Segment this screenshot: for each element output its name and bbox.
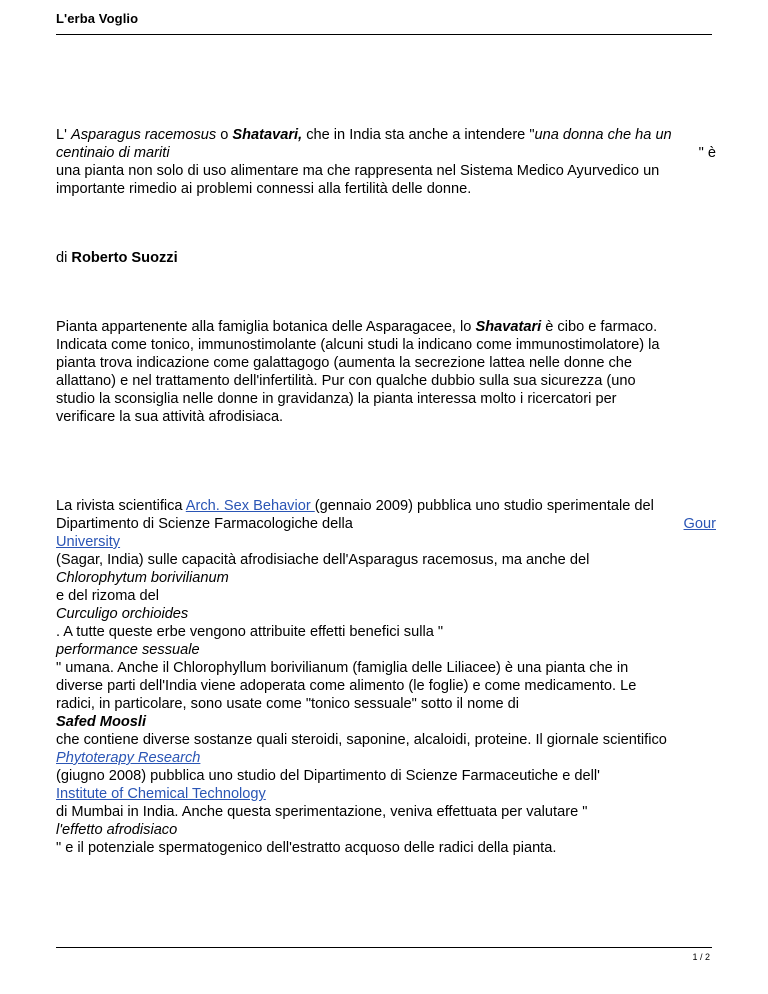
p1-line-1 [56, 318, 716, 336]
emphasis-text: l'effetto afrodisiaco [56, 822, 178, 838]
intro-line-2 [56, 144, 716, 162]
gour-university-link-cont[interactable]: University [56, 534, 121, 550]
species-name: Curculigo orchioides [56, 606, 189, 622]
intro-paragraph [56, 126, 716, 198]
byline-prefix: di [56, 250, 72, 266]
species-name: Chlorophytum borivilianum [56, 570, 229, 586]
emphasis-text: performance sessuale [56, 642, 200, 658]
p2-line-16: (giugno 2008) pubblica uno studio del Dipartimento di Scienze Farmaceutiche e dell' [56, 768, 600, 784]
p1-line-3: pianta trova indicazione come galattagogo (aumenta la secrezione lattea nelle donne che [56, 355, 633, 371]
intro-text: " è [698, 145, 716, 161]
p2-line-10: " umana. Anche il Chlorophyllum borivilianum (famiglia delle Liliacee) è una pianta che in [56, 660, 629, 676]
intro-quote: una donna che ha un [534, 127, 672, 143]
header-rule [56, 34, 712, 35]
intro-text: o [216, 127, 233, 143]
p2-line-2 [56, 515, 716, 533]
p2-text: (gennaio 2009) pubblica uno studio sperimentale del [314, 498, 654, 514]
intro-text: L' [56, 127, 71, 143]
p2-line-18: di Mumbai in India. Anche questa sperimentazione, veniva effettuata per valutare " [56, 804, 588, 820]
p2-text: La rivista scientifica [56, 498, 186, 514]
p2-line-15 [56, 749, 716, 767]
header-title: L'erba Voglio [56, 11, 139, 26]
p2-line-11: diverse parti dell'India viene adoperata come alimento (le foglie) e come medicamento. Le [56, 678, 637, 694]
p1-line-2: Indicata come tonico, immunostimolante (alcuni studi la indicano come immunostimolatore) la [56, 337, 660, 353]
intro-line-3: una pianta non solo di uso alimentare ma che rappresenta nel Sistema Medico Ayurvedico un [56, 163, 660, 179]
p1-line-4: allattano) e nel trattamento dell'infertilità. Pur con qualche dubbio sulla sua sicurezza (uno [56, 373, 636, 389]
intro-text: che in India sta anche a intendere " [302, 127, 535, 143]
paragraph-2 [56, 497, 716, 857]
p2-line-1 [56, 497, 716, 515]
p2-line-8: . A tutte queste erbe vengono attribuite effetti benefici sulla " [56, 624, 444, 640]
p1-text: Pianta appartenente alla famiglia botanica delle Asparagacee, lo [56, 319, 476, 335]
page-number: 1 / 2 [692, 952, 710, 962]
byline [56, 249, 716, 267]
p2-text: Dipartimento di Scienze Farmacologiche della [56, 516, 353, 532]
p2-line-6: e del rizoma del [56, 588, 160, 604]
intro-quote: centinaio di mariti [56, 145, 170, 161]
p1-line-6: verificare la sua attività afrodisiaca. [56, 409, 284, 425]
plant-name: Shatavari, [232, 127, 303, 143]
p2-line-4: (Sagar, India) sulle capacità afrodisiache dell'Asparagus racemosus, ma anche del [56, 552, 590, 568]
p2-line-17 [56, 785, 716, 803]
p2-line-14: che contiene diverse sostanze quali steroidi, saponine, alcaloidi, proteine. Il giornale scientifico [56, 732, 667, 748]
p1-text: è cibo e farmaco. [541, 319, 658, 335]
p1-line-5: studio la sconsiglia nelle donne in gravidanza) la pianta interessa molto i ricercatori per [56, 391, 617, 407]
species-name: Asparagus racemosus [70, 127, 217, 143]
phytoterapy-research-link[interactable]: Phytoterapy Research [56, 750, 201, 766]
plant-name: Safed Moosli [56, 714, 147, 730]
footer-rule [56, 947, 712, 948]
arch-sex-behavior-link[interactable]: Arch. Sex Behavior [185, 498, 315, 514]
p2-line-3 [56, 533, 716, 551]
intro-line-1 [56, 126, 716, 144]
p2-line-12: radici, in particolare, sono usate come "tonico sessuale" sotto il nome di [56, 696, 520, 712]
institute-chemical-technology-link[interactable]: Institute of Chemical Technology [56, 786, 266, 802]
intro-line-4: importante rimedio ai problemi connessi alla fertilità delle donne. [56, 181, 472, 197]
plant-name: Shavatari [475, 319, 542, 335]
paragraph-1 [56, 318, 716, 426]
author-name: Roberto Suozzi [71, 250, 178, 266]
p2-line-20: " e il potenziale spermatogenico dell'estratto acquoso delle radici della pianta. [56, 840, 557, 856]
gour-university-link[interactable]: Gour [683, 516, 716, 532]
